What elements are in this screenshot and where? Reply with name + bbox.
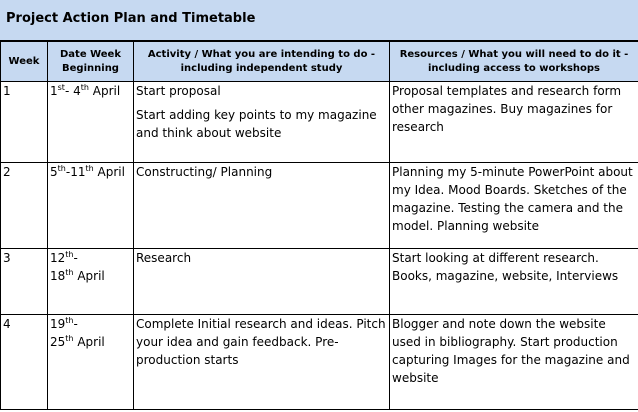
date-line: 25th April	[50, 334, 105, 349]
header-week: Week	[1, 42, 48, 82]
date-cell	[48, 82, 134, 163]
table-row	[1, 163, 638, 249]
title-bar	[0, 0, 638, 41]
date-cell	[48, 163, 134, 249]
resources-text: Blogger and note down the website used in bibliography. Start production capturing Images for the magazine and website	[392, 317, 630, 385]
activity-text: Research	[136, 251, 192, 265]
resources-text: Planning my 5-minute PowerPoint about my Idea. Mood Boards. Sketches of the magazine. Testing the camera and the model. Planning website	[392, 165, 633, 233]
date-cell	[48, 315, 134, 410]
date-line: 18th April	[50, 268, 105, 283]
header-resources: Resources / What you will need to do it - including access to workshops	[390, 42, 638, 82]
activity-text: Start adding key points to my magazine and think about website	[136, 108, 377, 140]
activity-text: Start proposal	[136, 84, 221, 98]
page-title: Project Action Plan and Timetable	[6, 11, 256, 26]
date-line: 5th-11th April	[50, 164, 125, 179]
resources-cell	[390, 315, 638, 410]
resources-cell	[390, 249, 638, 315]
header-activity: Activity / What you are intending to do - including independent study	[134, 42, 390, 82]
resources-text: Proposal templates and research form other magazines. Buy magazines for research	[392, 84, 622, 134]
header-date: Date Week Beginning	[48, 42, 134, 82]
resources-text: Start looking at different research. Books, magazine, website, Interviews	[392, 251, 619, 283]
week-cell: 1	[1, 82, 48, 163]
week-cell: 2	[1, 163, 48, 249]
date-line: 1st- 4th April	[50, 83, 121, 98]
week-cell: 4	[1, 315, 48, 410]
activity-cell	[134, 315, 390, 410]
date-cell	[48, 249, 134, 315]
table-row	[1, 249, 638, 315]
activity-text: Constructing/ Planning	[136, 165, 273, 179]
table-row	[1, 82, 638, 163]
action-plan-table	[0, 41, 638, 410]
header-row	[1, 42, 638, 82]
resources-cell	[390, 163, 638, 249]
table-row	[1, 315, 638, 410]
week-cell: 3	[1, 249, 48, 315]
activity-cell	[134, 249, 390, 315]
activity-cell	[134, 82, 390, 163]
resources-cell	[390, 82, 638, 163]
date-line: 12th-	[50, 250, 78, 265]
activity-cell	[134, 163, 390, 249]
activity-text: Complete Initial research and ideas. Pitch your idea and gain feedback. Pre-production starts	[136, 317, 386, 367]
date-line: 19th-	[50, 316, 78, 331]
